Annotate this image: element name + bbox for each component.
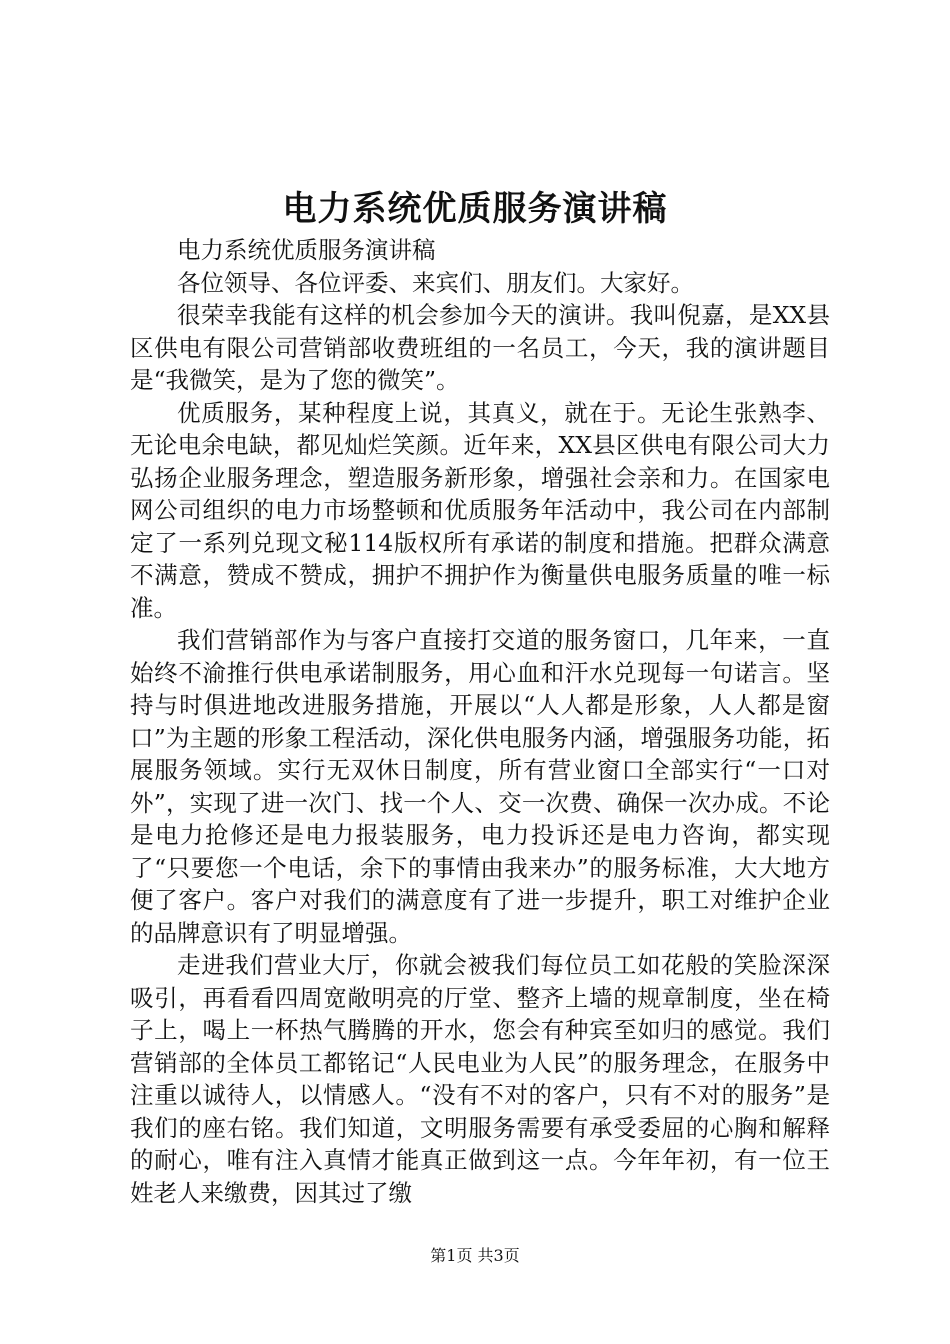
paragraph-marketing-dept: 我们营销部作为与客户直接打交道的服务窗口，几年来，一直始终不渝推行供电承诺制服务，用心血和汗水兑现每一句诺言。坚持与时俱进地改进服务措施，开展以“人人都是形象，人人都是窗口”为主题的形象工程活动，深化供电服务内涵，增强服务功能，拓展服务领域。实行无双休日制度，所有营业窗口全部实行“一口对外”，实现了进一次门、找一个人、交一次费、确保一次办成。不论是电力抢修还是电力报装服务，电力投诉还是电力咨询，都实现了“只要您一个电话，余下的事情由我来办”的服务标准，大大地方便了客户。客户对我们的满意度有了进一步提升，职工对维护企业的品牌意识有了明显增强。 xyxy=(130,626,830,947)
paragraph-quality-service: 优质服务，某种程度上说，其真义，就在于。无论生张熟李、无论电余电缺，都见灿烂笑颜。近年来，XX县区供电有限公司大力弘扬企业服务理念，塑造服务新形象，增强社会亲和力。在国家电网公司组织的电力市场整顿和优质服务年活动中，我公司在内部制定了一系列兑现文秘114版权所有承诺的制度和措施。把群众满意不满意，赞成不赞成，拥护不拥护作为衡量供电服务质量的唯一标准。 xyxy=(130,398,830,622)
document-body xyxy=(130,234,830,1209)
paragraph-greeting: 各位领导、各位评委、来宾们、朋友们。大家好。 xyxy=(177,268,694,297)
paragraph-introduction: 很荣幸我能有这样的机会参加今天的演讲。我叫倪嘉，是XX县区供电有限公司营销部收费班组的一名员工，今天，我的演讲题目是“我微笑，是为了您的微笑”。 xyxy=(130,301,830,394)
paragraph-subtitle: 电力系统优质服务演讲稿 xyxy=(177,236,436,264)
page-footer: 第1页 共3页 xyxy=(430,1246,520,1265)
document-title: 电力系统优质服务演讲稿 xyxy=(282,189,668,229)
paragraph-business-hall: 走进我们营业大厅，你就会被我们每位员工如花般的笑脸深深吸引，再看看四周宽敞明亮的厅堂、整齐上墙的规章制度，坐在椅子上，喝上一杯热气腾腾的开水，您会有种宾至如归的感觉。我们营销部的全体员工都铭记“人民电业为人民”的服务理念，在服务中注重以诚待人，以情感人。“没有不对的客户，只有不对的服务”是我们的座右铭。我们知道，文明服务需要有承受委屈的心胸和解释的耐心，唯有注入真情才能真正做到这一点。今年年初，有一位王姓老人来缴费，因其过了缴 xyxy=(130,951,830,1207)
